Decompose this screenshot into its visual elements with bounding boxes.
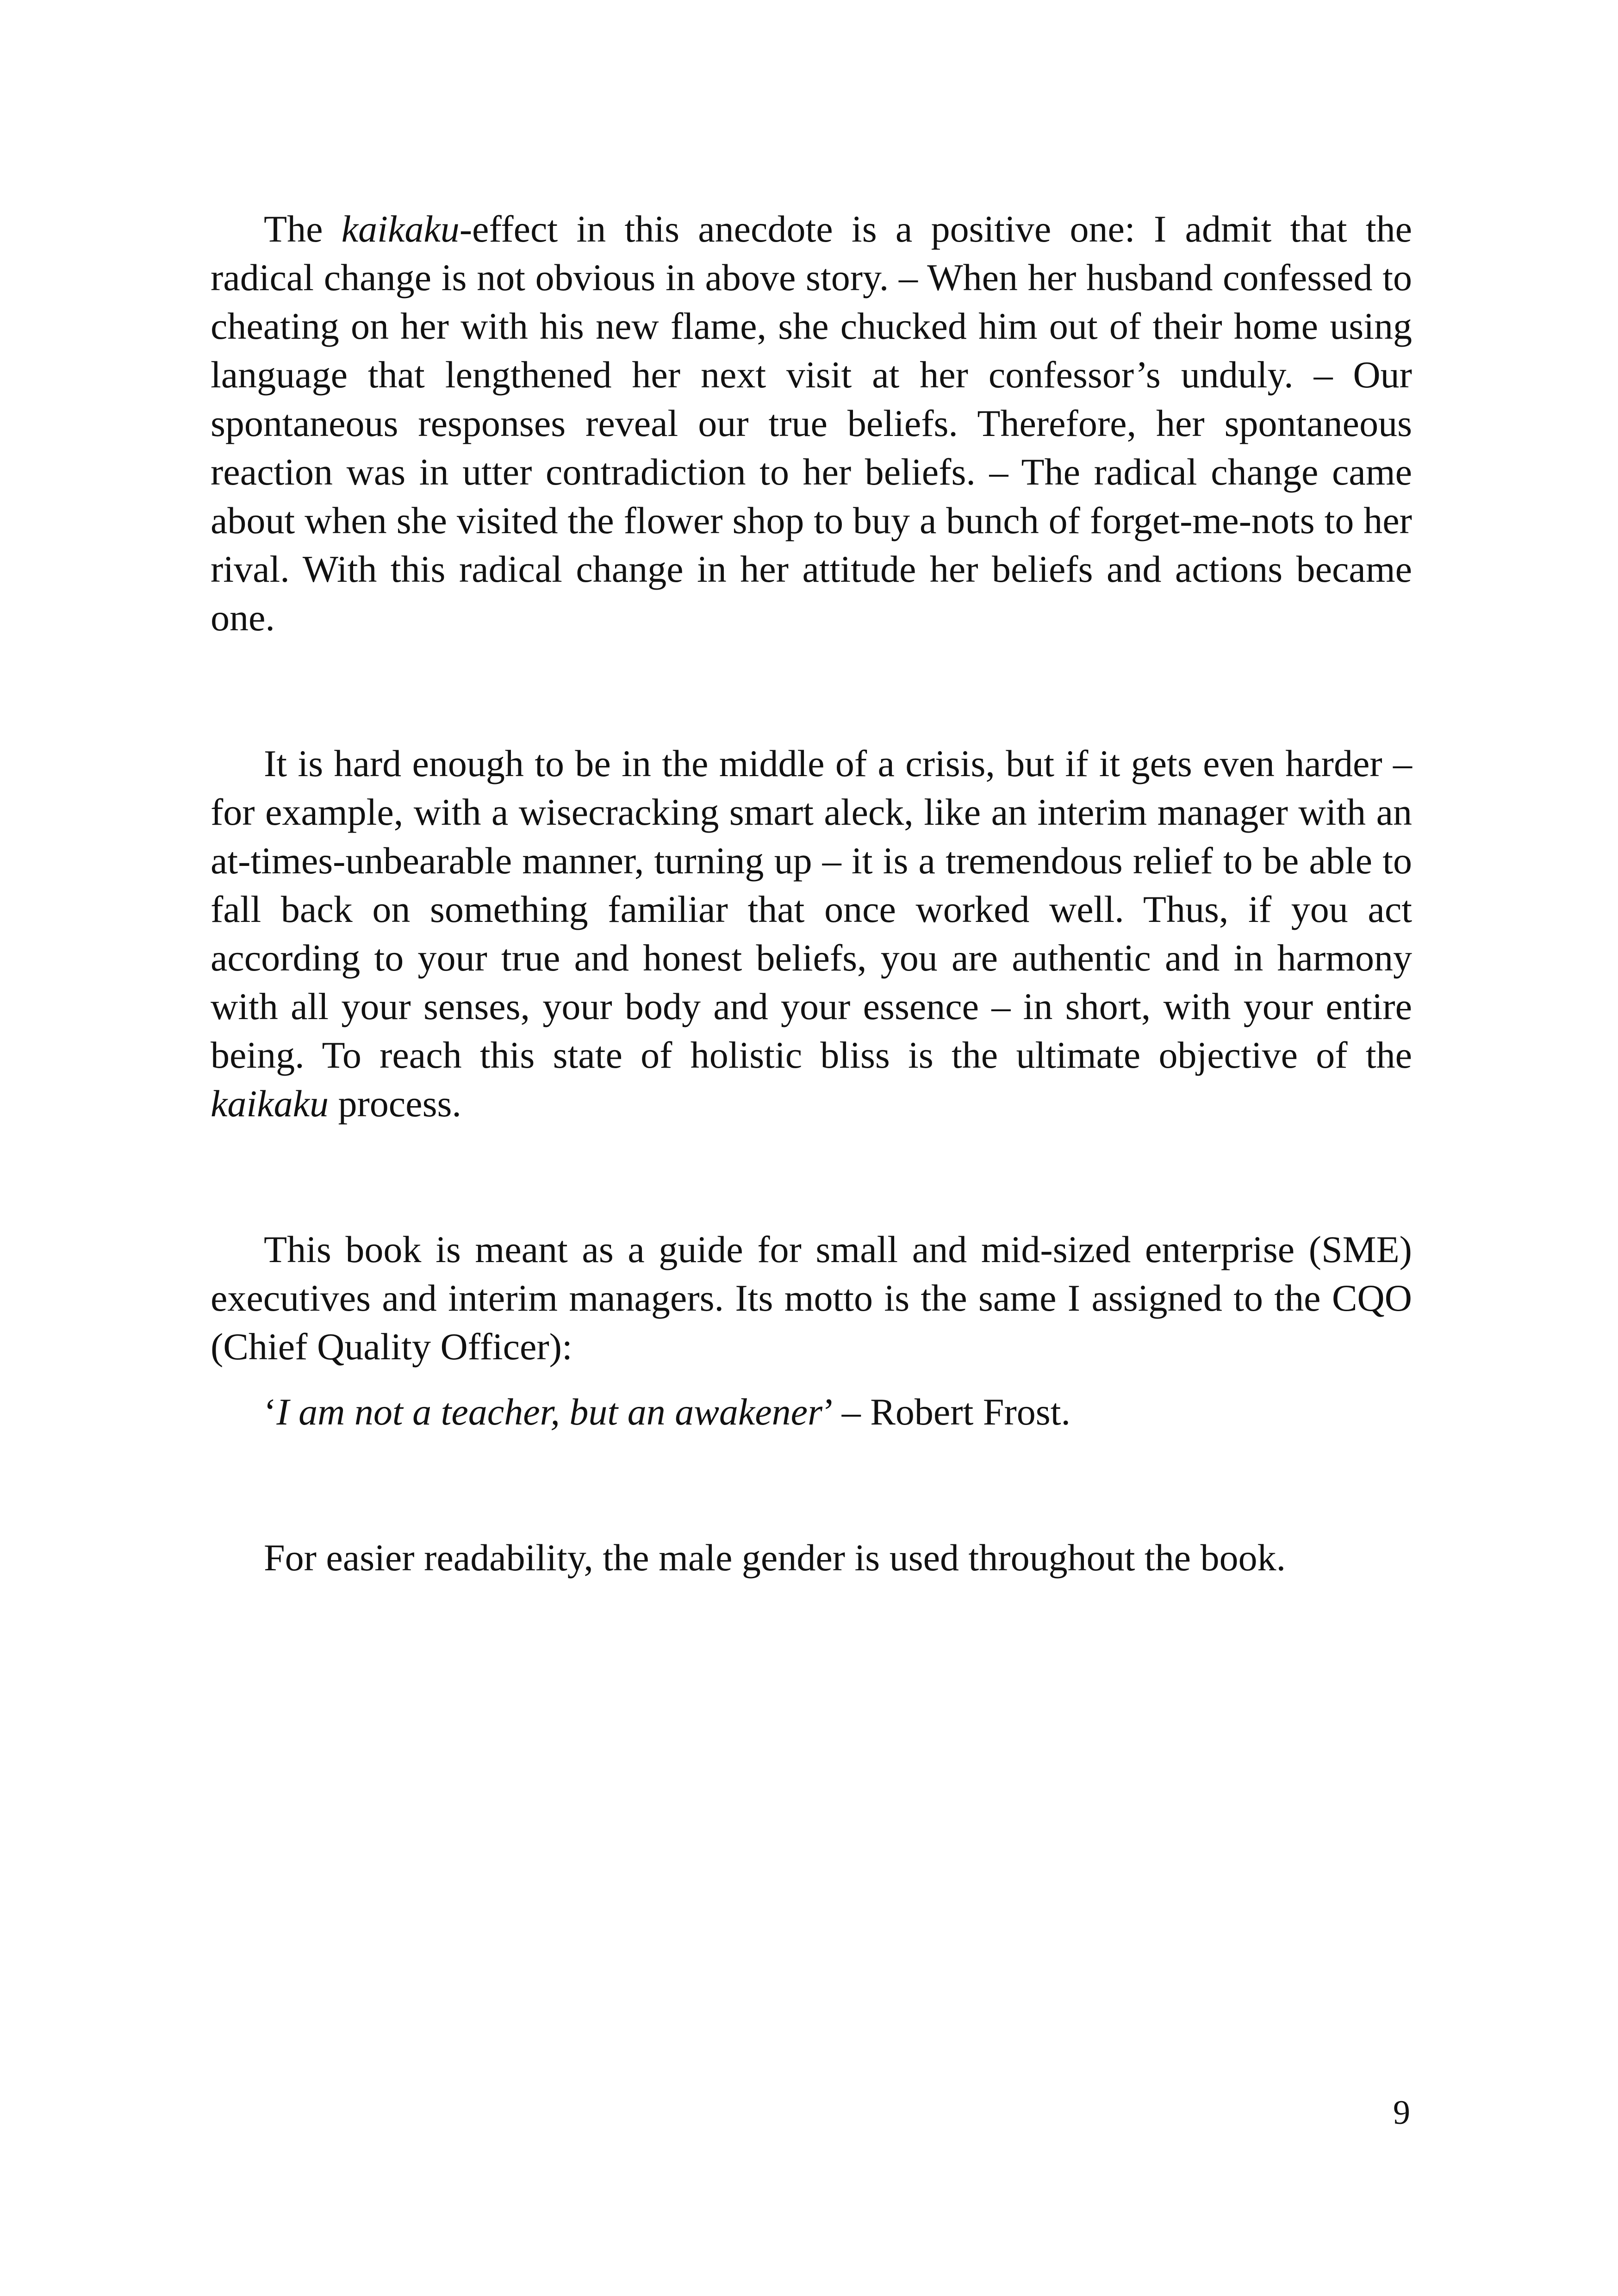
paragraph-spacer bbox=[211, 1128, 1412, 1225]
quote-open-mark: ‘ bbox=[264, 1391, 277, 1433]
text-segment: The bbox=[264, 208, 342, 250]
italic-term: kaikaku bbox=[341, 208, 460, 250]
motto-quote bbox=[211, 1388, 1412, 1436]
text-segment: This book is meant as a guide for small and mid-sized enterprise (SME) executives and interim managers. Its motto is the same I assigned to the CQO (Chief Quality Officer): bbox=[211, 1228, 1412, 1368]
paragraph-spacer bbox=[211, 1436, 1412, 1533]
text-segment: process. bbox=[328, 1083, 461, 1125]
paragraph-crisis bbox=[211, 739, 1412, 1128]
text-segment: -effect in this anecdote is a positive one: I admit that the radical change is not obvious in above story. – When her husband confessed to cheating on her with his new flame, she chucked him out of their home using language that lengthened her next visit at her confessor’s unduly. – Our spontaneous responses reveal our true beliefs. Therefore, her spontaneous reaction was in utter contradiction to her beliefs. – The radical change came about when she visited the flower shop to buy a bunch of forget-me-nots to her rival. With this radical change in her attitude her beliefs and actions became one. bbox=[211, 208, 1413, 639]
page-number: 9 bbox=[1393, 2094, 1410, 2132]
quote-attribution: – Robert Frost. bbox=[832, 1391, 1071, 1433]
quote-text: I am not a teacher, but an awakener bbox=[276, 1391, 822, 1433]
quote-spacer bbox=[211, 1371, 1412, 1388]
quote-close-mark: ’ bbox=[822, 1391, 833, 1433]
paragraph-kaikaku-anecdote bbox=[211, 205, 1412, 642]
paragraph-spacer bbox=[211, 642, 1412, 739]
paragraph-book-purpose bbox=[211, 1225, 1412, 1371]
italic-term: kaikaku bbox=[211, 1083, 329, 1125]
page-body bbox=[211, 205, 1412, 1582]
text-segment: It is hard enough to be in the middle of a crisis, but if it gets even harder – for example, with a wisecracking smart aleck, like an interim manager with an at-times-unbearable manner, turning up – it is a tremendous relief to be able to fall back on something familiar that once worked well. Thus, if you act according to your true and honest beliefs, you are authentic and in harmony with all your senses, your body and your essence – in short, with your entire being. To reach this state of holistic bliss is the ultimate objective of the bbox=[211, 742, 1412, 1076]
paragraph-readability-note: For easier readability, the male gender is used throughout the book. bbox=[264, 1537, 1286, 1579]
